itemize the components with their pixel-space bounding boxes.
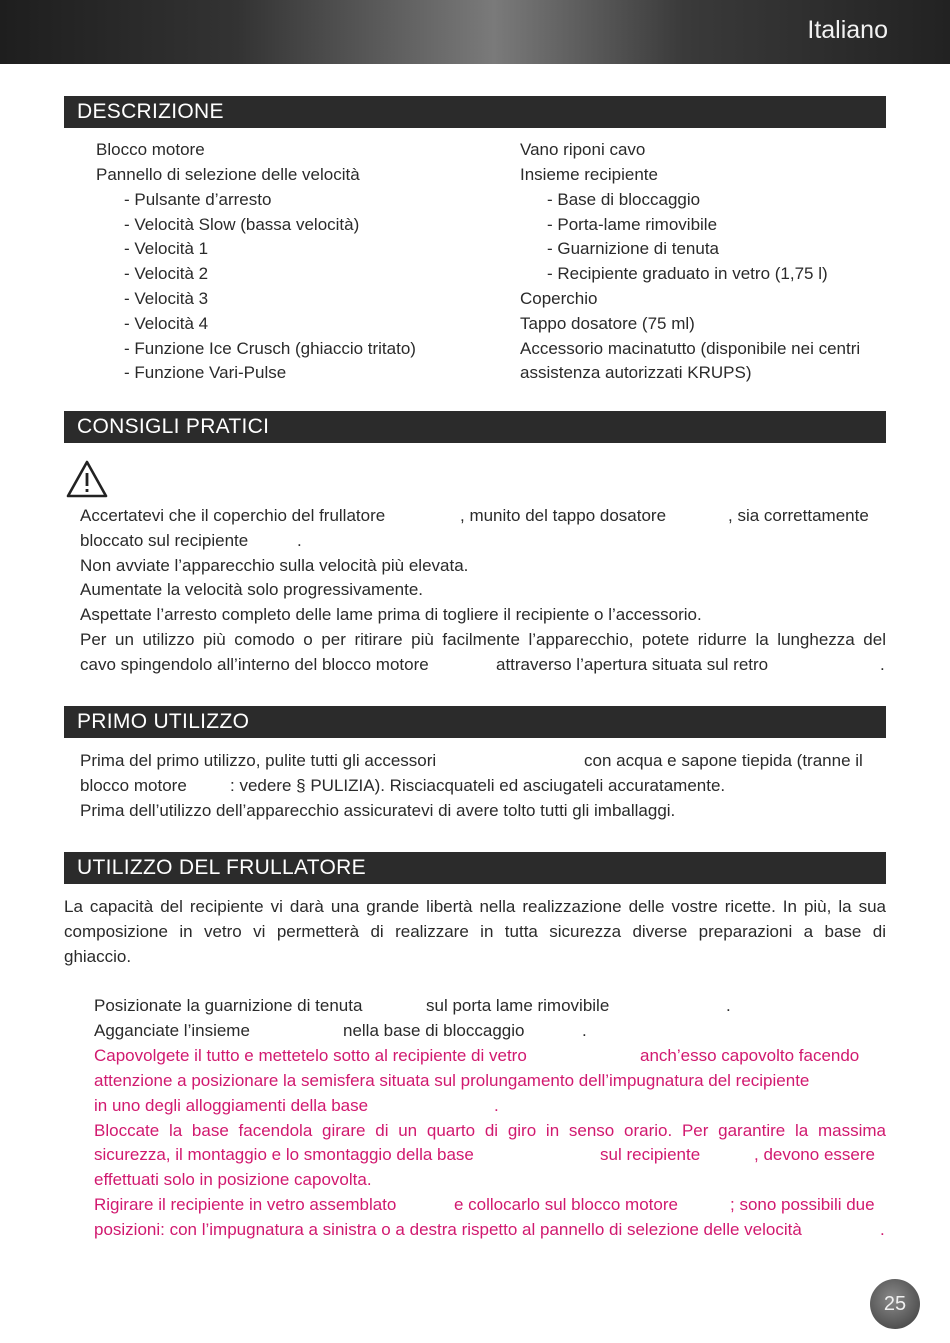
- text-line: Rigirare il recipiente in vetro assemblato: [94, 1195, 397, 1214]
- list-item: - Velocità 1: [124, 239, 209, 258]
- text-line: bloccato sul recipiente: [80, 531, 249, 550]
- text-line: Posizionate la guarnizione di tenuta: [94, 996, 363, 1015]
- text-line: con acqua e sapone tiepida (tranne il: [584, 751, 863, 770]
- text-line: Capovolgete il tutto e mettetelo sotto al recipiente di vetro: [94, 1046, 527, 1065]
- list-item: assistenza autorizzati KRUPS): [520, 363, 752, 382]
- text-line: .: [880, 1220, 885, 1239]
- text-line: Bloccate la base facendola girare di un quarto di giro in senso orario. Per garantire la massima: [94, 1121, 886, 1140]
- warning-icon: [65, 459, 109, 499]
- text-line: effettuati solo in posizione capovolta.: [94, 1170, 372, 1189]
- header-bar: [0, 0, 950, 64]
- text-line: .: [494, 1096, 499, 1115]
- list-item: Tappo dosatore (75 ml): [520, 314, 695, 333]
- text-line: e collocarlo sul blocco motore: [454, 1195, 678, 1214]
- section-title-descrizione: DESCRIZIONE: [64, 96, 886, 128]
- text-line: Agganciate l’insieme: [94, 1021, 250, 1040]
- language-label: Italiano: [807, 16, 888, 44]
- list-item: - Velocità 4: [124, 314, 209, 333]
- list-item: - Velocità 3: [124, 289, 209, 308]
- list-item: Insieme recipiente: [520, 165, 658, 184]
- text-line: sul recipiente: [600, 1145, 701, 1164]
- text-line: Non avviate l’apparecchio sulla velocità più elevata.: [80, 556, 469, 575]
- text-line: anch’esso capovolto facendo: [640, 1046, 860, 1065]
- text-line: La capacità del recipiente vi darà una grande libertà nella realizzazione delle vostre ricette. In più, la sua: [64, 897, 886, 916]
- list-item: - Funzione Ice Crusch (ghiaccio tritato): [124, 339, 416, 358]
- list-item: - Velocità 2: [124, 264, 209, 283]
- text-line: posizioni: con l’impugnatura a sinistra o a destra rispetto al pannello di selezione delle velocità: [94, 1220, 802, 1239]
- text-line: Aspettate l’arresto completo delle lame prima di togliere il recipiente o l’accessorio.: [80, 605, 702, 624]
- text-line: , munito del tappo dosatore: [460, 506, 667, 525]
- text-line: attenzione a posizionare la semisfera situata sul prolungamento dell’impugnatura del recipiente: [94, 1071, 810, 1090]
- list-item: - Pulsante d’arresto: [124, 190, 272, 209]
- text-line: Prima del primo utilizzo, pulite tutti gli accessori: [80, 751, 437, 770]
- list-item: Coperchio: [520, 289, 598, 308]
- text-line: attraverso l’apertura situata sul retro: [496, 655, 769, 674]
- text-line: .: [726, 996, 731, 1015]
- text-line: nella base di bloccaggio: [343, 1021, 525, 1040]
- list-item: - Funzione Vari-Pulse: [124, 363, 287, 382]
- section-title-primo: PRIMO UTILIZZO: [64, 706, 886, 738]
- text-line: : vedere § PULIZIA). Risciacquateli ed asciugateli accuratamente.: [230, 776, 726, 795]
- text-line: , sia correttamente: [728, 506, 869, 525]
- section-title-utilizzo: UTILIZZO DEL FRULLATORE: [64, 852, 886, 884]
- list-item: Accessorio macinatutto (disponibile nei centri: [520, 339, 861, 358]
- list-item: Blocco motore: [96, 140, 205, 159]
- text-line: cavo spingendolo all’interno del blocco motore: [80, 655, 429, 674]
- list-item: Pannello di selezione delle velocità: [96, 165, 360, 184]
- list-item: Vano riponi cavo: [520, 140, 646, 159]
- text-line: .: [582, 1021, 587, 1040]
- text-line: Per un utilizzo più comodo o per ritirare più facilmente l’apparecchio, potete ridurre la lunghezza del: [80, 630, 886, 649]
- text-line: Accertatevi che il coperchio del frullatore: [80, 506, 386, 525]
- list-item: - Guarnizione di tenuta: [547, 239, 719, 258]
- text-line: in uno degli alloggiamenti della base: [94, 1096, 369, 1115]
- text-line: , devono essere: [754, 1145, 875, 1164]
- section-title-consigli: CONSIGLI PRATICI: [64, 411, 886, 443]
- page-number: 25: [870, 1279, 920, 1329]
- text-line: composizione in vetro vi permetterà di realizzare in tutta sicurezza diverse preparazioni a base di: [64, 922, 886, 941]
- text-line: Aumentate la velocità solo progressivamente.: [80, 580, 424, 599]
- text-line: ghiaccio.: [64, 947, 132, 966]
- list-item: - Porta-lame rimovibile: [547, 215, 718, 234]
- list-item: - Base di bloccaggio: [547, 190, 701, 209]
- text-line: Prima dell’utilizzo dell’apparecchio assicuratevi di avere tolto tutti gli imballaggi.: [80, 801, 676, 820]
- list-item: - Velocità Slow (bassa velocità): [124, 215, 360, 234]
- text-line: sul porta lame rimovibile: [426, 996, 610, 1015]
- text-line: .: [880, 655, 885, 674]
- list-item: - Recipiente graduato in vetro (1,75 l): [547, 264, 828, 283]
- text-line: .: [297, 531, 302, 550]
- text-line: sicurezza, il montaggio e lo smontaggio della base: [94, 1145, 474, 1164]
- text-line: blocco motore: [80, 776, 187, 795]
- text-line: ; sono possibili due: [730, 1195, 875, 1214]
